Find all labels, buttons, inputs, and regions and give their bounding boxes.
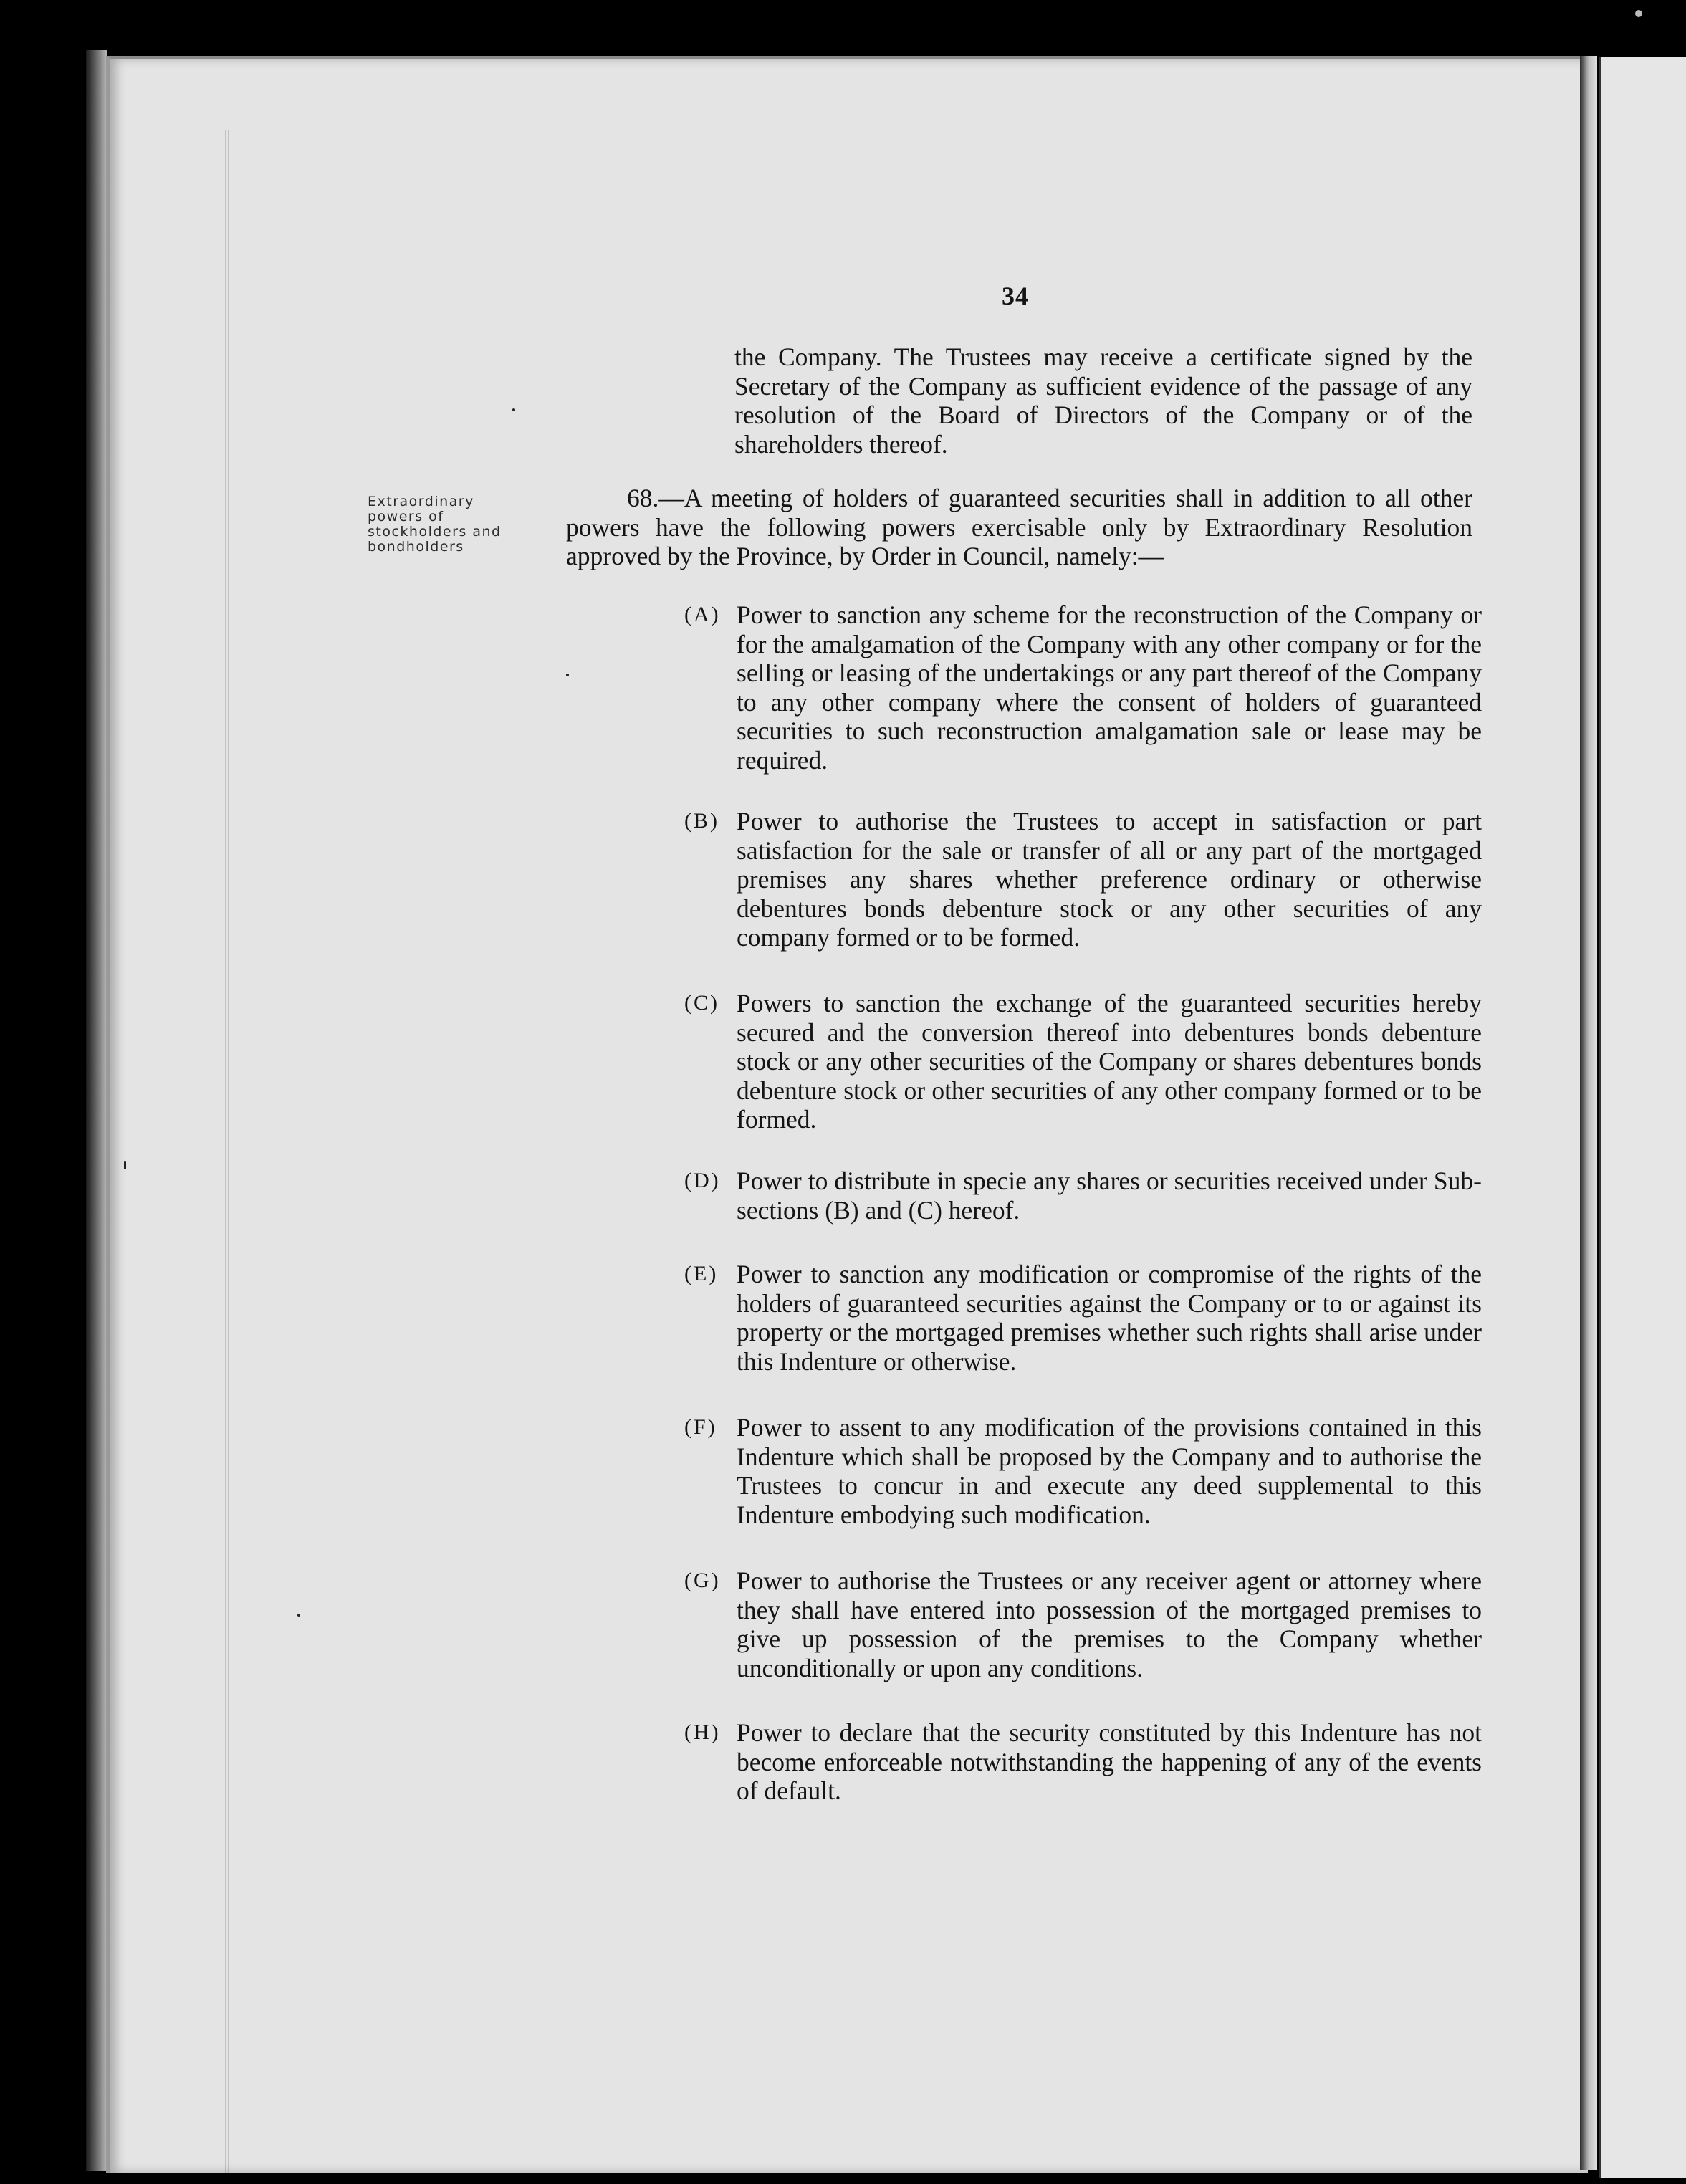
- item-label: (F): [684, 1415, 717, 1439]
- scan-speck: [1635, 10, 1642, 17]
- margin-note: Extraordinary powers of stockholders and bondholders: [368, 494, 502, 555]
- item-text: Power to distribute in specie any shares or securities received under Sub-sections (B) and (C) hereof.: [737, 1167, 1482, 1225]
- item-text: Power to sanction any scheme for the reconstruction of the Company or for the amalgamation of the Company with any other company or for the selling or leasing of the undertakings or any part thereof of the Company to any other company where the consent of holders of guaranteed securities to such reconstruction amalgamation sale or lease may be required.: [737, 600, 1482, 775]
- adjacent-page: [1599, 57, 1686, 2178]
- scan-speck: [297, 1614, 300, 1617]
- page-edge: [1580, 56, 1597, 2170]
- item-text: Power to sanction any modification or compromise of the rights of the holders of guaranteed securities against the Company or to or against its property or the mortgaged premises whether such rights shall arise under this Indenture or otherwise.: [737, 1260, 1482, 1376]
- continuation-paragraph: the Company. The Trustees may receive a certificate signed by the Secretary of the Company as sufficient evidence of the passage of any resolution of the Board of Directors of the Company or of the shareholders thereof.: [734, 343, 1472, 459]
- item-label: (D): [684, 1169, 721, 1192]
- item-label: (C): [684, 991, 719, 1015]
- scan-speck: [566, 674, 569, 676]
- item-label: (A): [684, 603, 721, 626]
- item-label: (H): [684, 1720, 721, 1744]
- item-label: (G): [684, 1568, 721, 1592]
- item-label: (B): [684, 809, 719, 833]
- page-gutter-lines: [225, 130, 235, 2184]
- item-text: Power to authorise the Trustees to accept in satisfaction or part satisfaction for the sale or transfer of all or any part of the mortgaged premises any shares whether preference ordinary or otherwise debentures bonds debenture stock or any other securities of any company formed or to be formed.: [737, 807, 1482, 952]
- item-label: (E): [684, 1262, 719, 1285]
- item-text: Power to assent to any modification of the provisions contained in this Indenture which shall be proposed by the Company and to authorise the Trustees to concur in and execute any deed supplemental to this Indenture embodying such modification.: [737, 1413, 1482, 1529]
- item-text: Powers to sanction the exchange of the guaranteed securities hereby secured and the conversion thereof into debentures bonds debenture stock or any other securities of the Company or shares debentures bonds debenture stock or other securities of any other company formed or to be formed.: [737, 989, 1482, 1134]
- item-text: Power to declare that the security constituted by this Indenture has not become enforceable notwithstanding the happening of any of the events of default.: [737, 1718, 1482, 1805]
- scan-speck: [512, 408, 515, 411]
- page-number: 34: [1002, 282, 1029, 310]
- book-binding: [86, 50, 107, 2171]
- scan-speck: [124, 1161, 126, 1169]
- section-68-paragraph: 68.—A meeting of holders of guaranteed securities shall in addition to all other powers have the following powers exercisable only by Extraordinary Resolution approved by the Province, by Order in Council, namely:—: [566, 484, 1472, 570]
- item-text: Power to authorise the Trustees or any receiver agent or attorney where they shall have entered into possession of the mortgaged premises to give up possession of the premises to the Company whether unconditionally or upon any conditions.: [737, 1566, 1482, 1682]
